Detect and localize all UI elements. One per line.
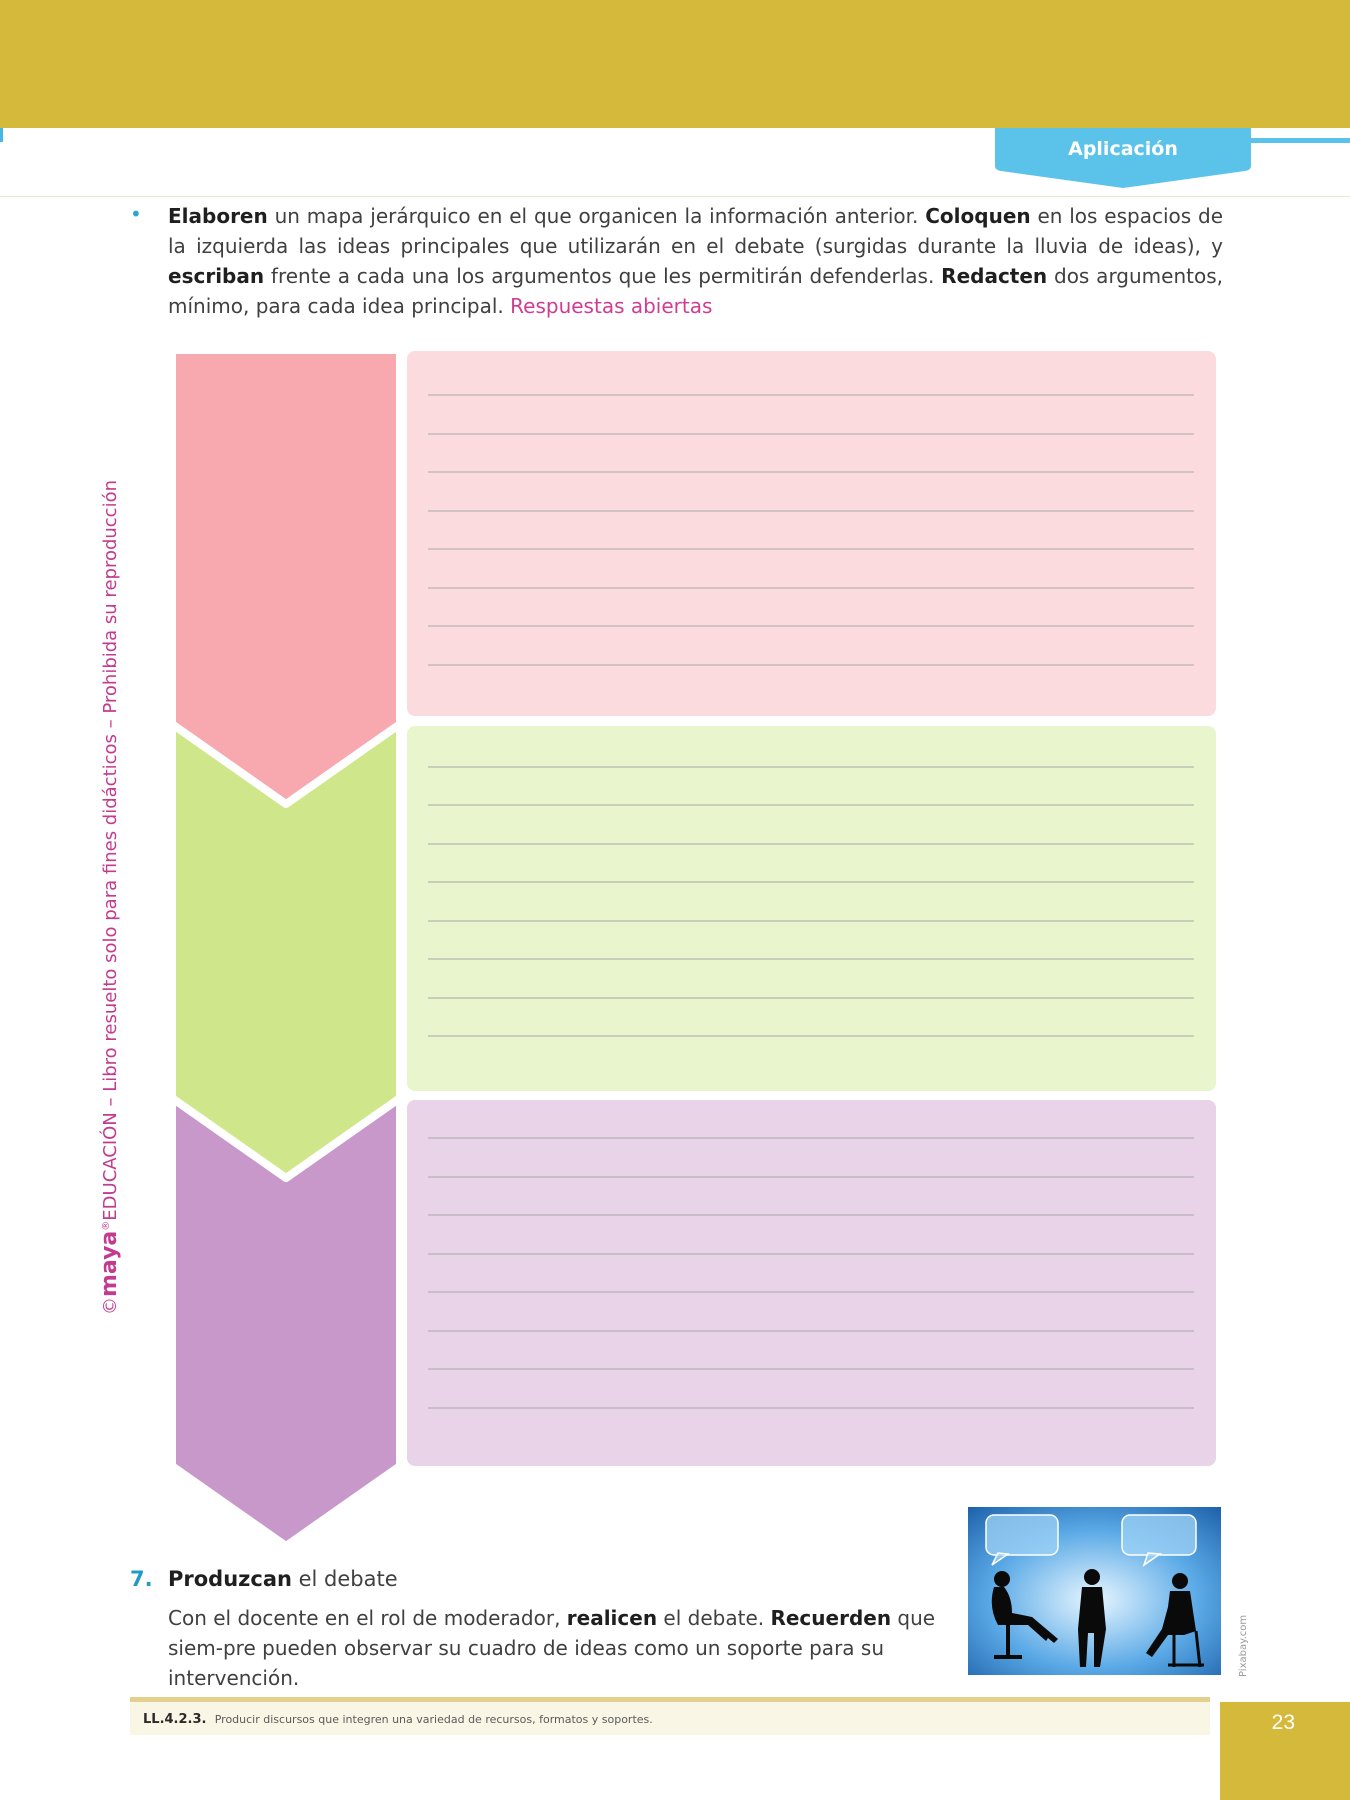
instruction-text: en los espacios de la izquierda las ideas principales que utilizarán en el debate (surgidas durante la lluvia de ideas), y xyxy=(168,204,1223,258)
item-body-text: el debate. xyxy=(657,1606,771,1630)
answer-note: Respuestas abiertas xyxy=(510,294,713,318)
item-body-verb: Recuerden xyxy=(770,1606,892,1630)
instruction-verb: Redacten xyxy=(941,264,1048,288)
skill-statement xyxy=(143,1712,653,1727)
copyright-symbol: © xyxy=(100,1297,121,1315)
item-body-text: que siem-pre pueden observar su cuadro de ideas como un soporte para su intervención. xyxy=(168,1606,936,1690)
skill-description: Producir discursos que integren una variedad de recursos, formatos y soportes. xyxy=(214,1713,653,1726)
item-body-text: Con el docente en el rol de moderador, xyxy=(168,1606,567,1630)
skill-code: LL.4.2.3. xyxy=(143,1712,207,1727)
section-tab-label: Aplicación xyxy=(1068,138,1178,160)
instruction-text: dos argumentos, mínimo, para cada idea principal. xyxy=(168,264,1223,318)
image-credit: Pixabay.com xyxy=(1238,1614,1249,1677)
item-body xyxy=(168,1603,963,1693)
instruction-verb: Coloquen xyxy=(925,204,1031,228)
item-title xyxy=(168,1567,398,1591)
argument-panel-3[interactable] xyxy=(407,1100,1216,1466)
instruction-verb: Elaboren xyxy=(168,204,268,228)
bullet-marker: • xyxy=(130,202,142,226)
registered-mark: ® xyxy=(101,1220,112,1231)
page-number: 23 xyxy=(1271,1711,1295,1734)
item-number: 7. xyxy=(130,1567,153,1591)
instruction-text: un mapa jerárquico en el que organicen la información anterior. xyxy=(267,204,926,228)
argument-panel-1[interactable] xyxy=(407,351,1216,716)
idea-arrow-1[interactable] xyxy=(172,350,400,804)
item-title-verb: Produzcan xyxy=(168,1567,292,1591)
copyright-text: EDUCACIÓN – Libro resuelto solo para fines didácticos – Prohibida su reproducción xyxy=(100,479,121,1221)
instruction-text: frente a cada una los argumentos que les permitirán defenderlas. xyxy=(264,264,942,288)
item-body-verb: realicen xyxy=(566,1606,658,1630)
brand-logo-text: maya xyxy=(97,1230,122,1297)
instruction-verb: escriban xyxy=(168,264,265,288)
debate-illustration xyxy=(968,1507,1221,1675)
item-title-rest: el debate xyxy=(291,1567,398,1591)
